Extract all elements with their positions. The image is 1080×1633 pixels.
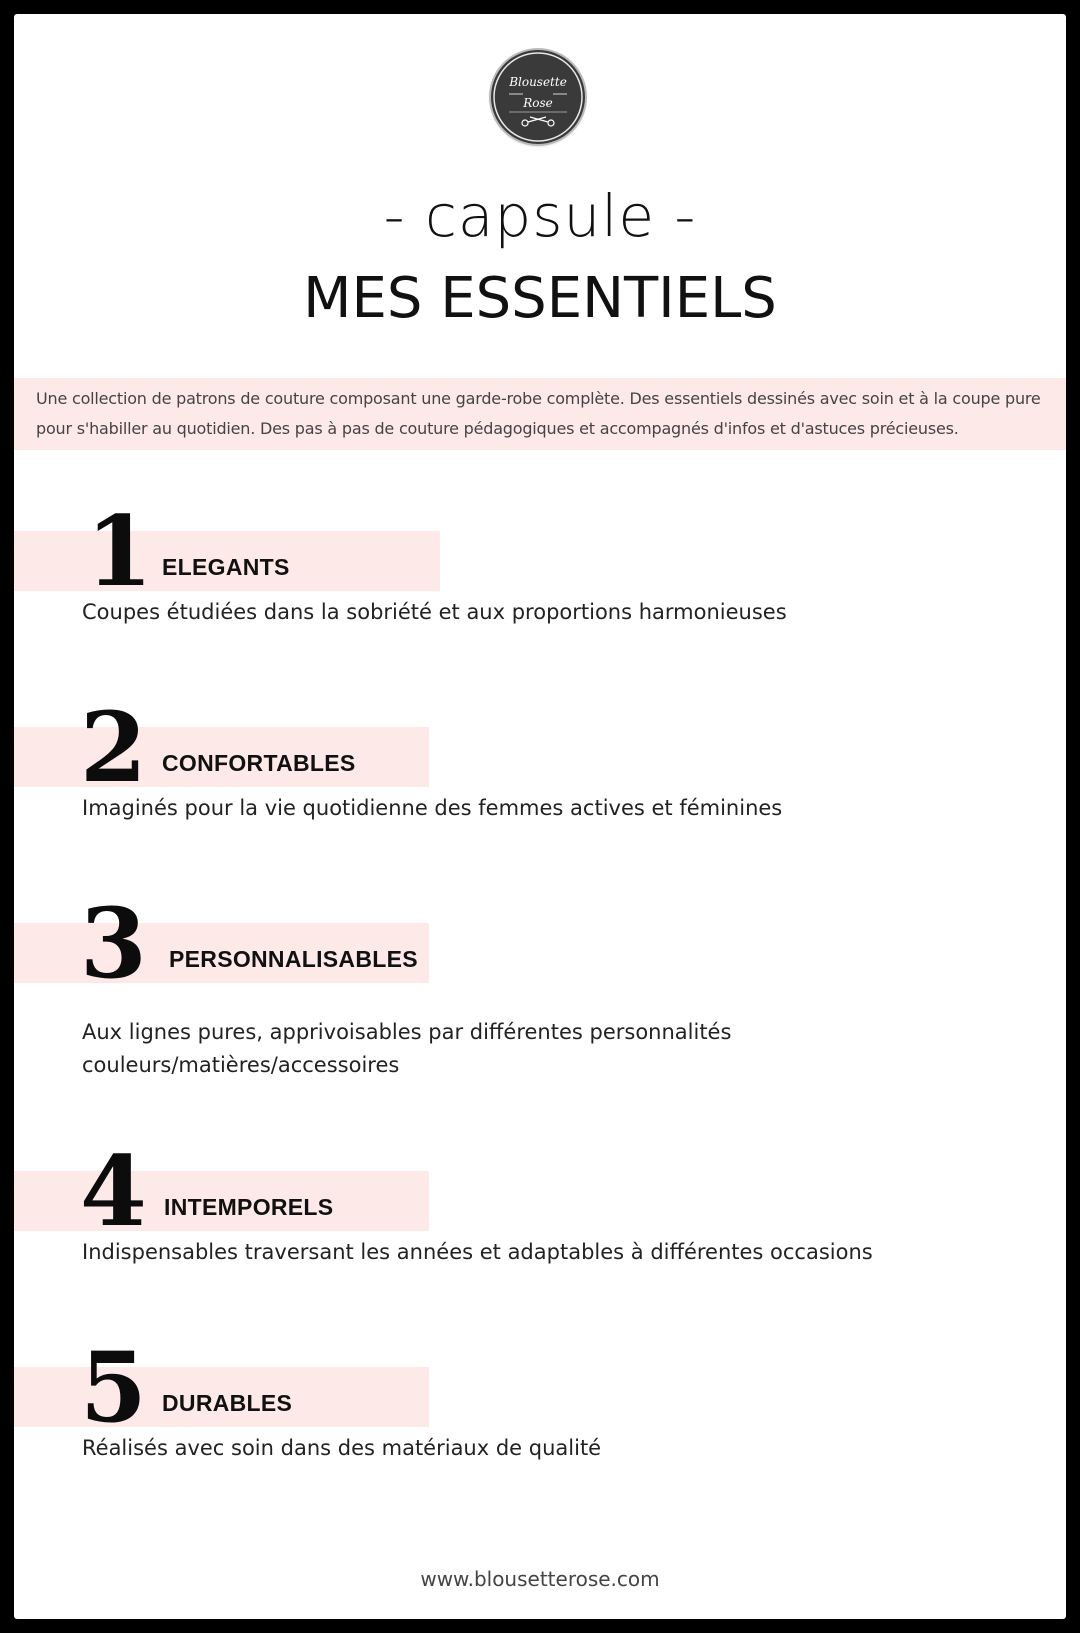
item-description: Aux lignes pures, apprivoisables par différentes personnalités couleurs/matières/accessoires: [82, 1020, 732, 1077]
item-description: Indispensables traversant les années et adaptables à différentes occasions: [82, 1240, 873, 1264]
poster-page: [14, 14, 1066, 1619]
item-number: 4: [80, 1135, 147, 1248]
item-description: Réalisés avec soin dans des matériaux de qualité: [82, 1436, 602, 1460]
item-label: INTEMPORELS: [164, 1194, 334, 1220]
item-number: 2: [80, 691, 147, 804]
logo-emblem: [491, 50, 585, 144]
blousette-rose-logo: [491, 50, 585, 144]
logo-line-2: Rose: [523, 96, 553, 110]
item-label: ELEGANTS: [162, 554, 290, 580]
intro-banner: [14, 378, 1066, 450]
item-description: Coupes étudiées dans la sobriété et aux proportions harmonieuses: [82, 600, 787, 624]
item-label: DURABLES: [162, 1390, 293, 1416]
website-link[interactable]: www.blousetterose.com: [420, 1567, 660, 1591]
capsule-subtitle: - capsule -: [383, 182, 697, 250]
item-number: 1: [86, 495, 153, 608]
item-label: PERSONNALISABLES: [169, 946, 418, 972]
item-number: 3: [80, 887, 147, 1000]
item-description: Imaginés pour la vie quotidienne des femmes actives et féminines: [82, 796, 783, 820]
intro-text: Une collection de patrons de couture composant une garde-robe complète. Des essentiels dessinés avec soin et à la coupe pure pour s'habiller au quotidien. Des pas à pas de couture pédagogiques et accompagnés d'infos et d'astuces précieuses.: [36, 389, 1041, 438]
item-number: 5: [80, 1331, 147, 1444]
item-label: CONFORTABLES: [162, 750, 356, 776]
page-title: MES ESSENTIELS: [303, 266, 777, 331]
logo-line-1: Blousette: [509, 75, 567, 89]
